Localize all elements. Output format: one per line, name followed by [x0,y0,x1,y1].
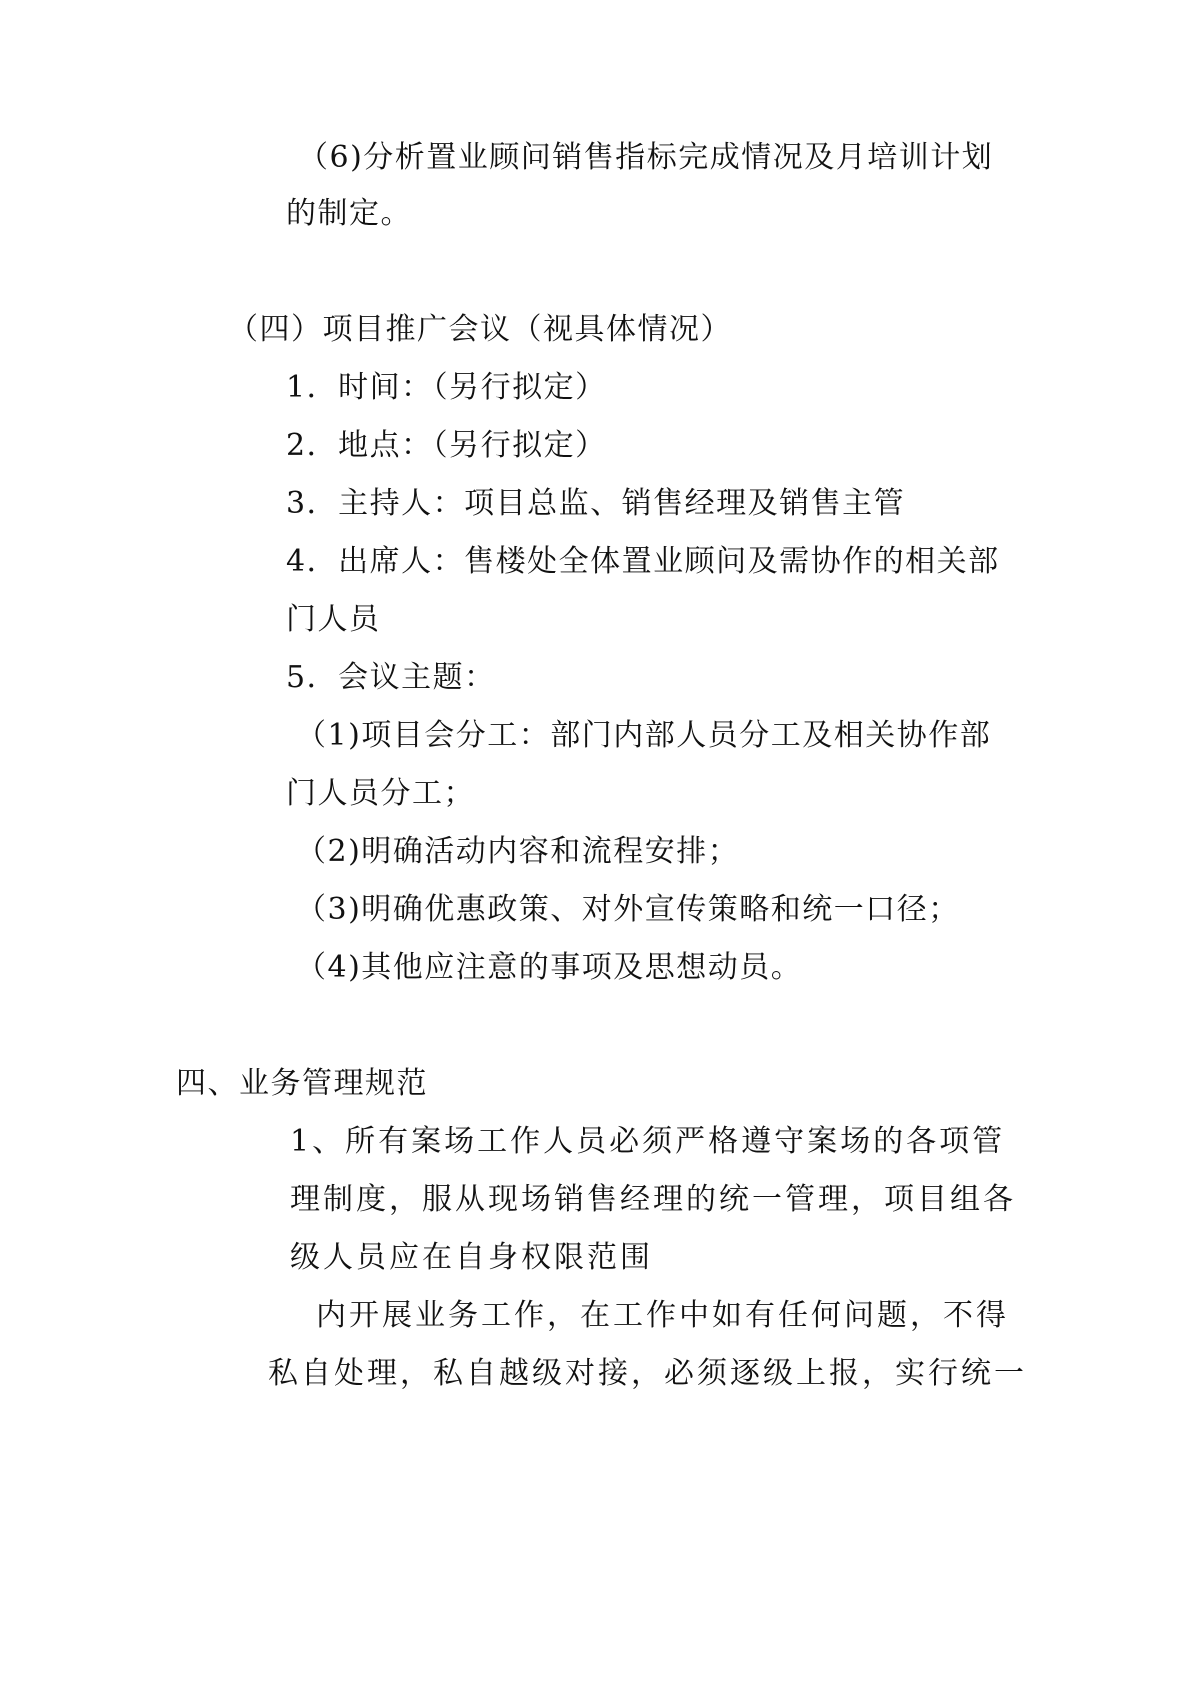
topic1-line1: （1)项目会分工：部门内部人员分工及相关协作部 [296,718,992,753]
item6-line2: 的制定。 [286,196,412,231]
meeting-attendees-line2: 门人员 [286,602,381,637]
meeting-attendees-line1: 4．出席人：售楼处全体置业顾问及需协作的相关部 [286,544,1000,579]
chapter4-heading: 四、业务管理规范 [176,1066,428,1101]
topic3: （3)明确优惠政策、对外宣传策略和统一口径； [296,892,960,927]
para1-line2: 理制度，服从现场销售经理的统一管理，项目组各 [290,1182,1016,1217]
item6-line1: （6)分析置业顾问销售指标完成情况及月培训计划 [298,140,994,175]
para1-line3: 级人员应在自身权限范围 [290,1240,653,1275]
topic2: （2)明确活动内容和流程安排； [296,834,740,869]
para2-line1: 内开展业务工作，在工作中如有任何问题，不得 [316,1298,1009,1333]
meeting-place: 2．地点：（另行拟定） [286,428,607,463]
meeting-topic: 5．会议主题： [286,660,496,695]
topic1-line2: 门人员分工； [286,776,475,811]
section4-heading: （四）项目推广会议（视具体情况） [228,312,732,347]
para1-line1: 1、所有案场工作人员必须严格遵守案场的各项管 [290,1124,1006,1159]
meeting-time: 1．时间：（另行拟定） [286,370,607,405]
meeting-host: 3．主持人：项目总监、销售经理及销售主管 [286,486,906,521]
topic4: （4)其他应注意的事项及思想动员。 [296,950,803,985]
para2-line2: 私自处理，私自越级对接，必须逐级上报，实行统一 [268,1356,1027,1391]
